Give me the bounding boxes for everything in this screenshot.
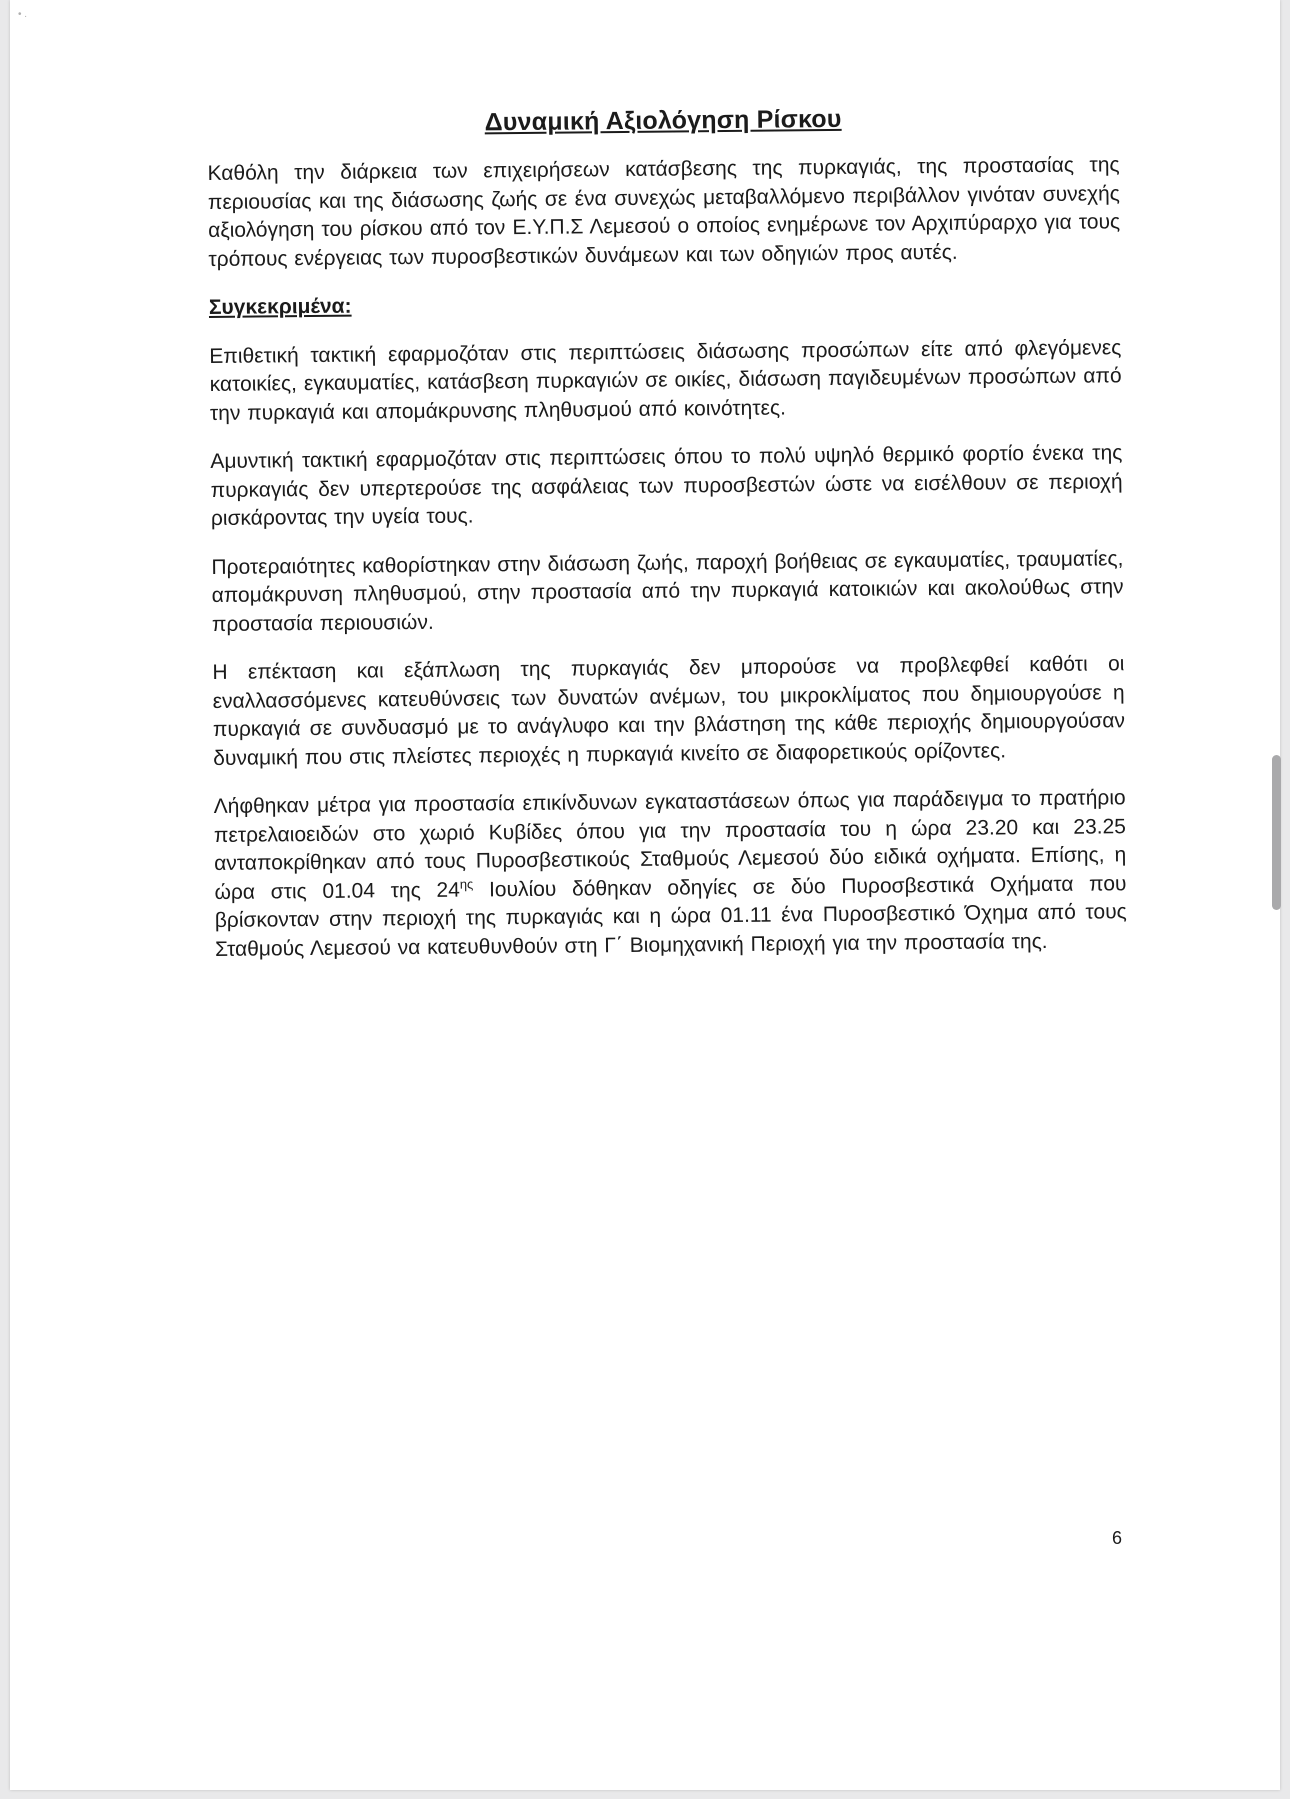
ordinal-superscript: ης xyxy=(459,875,474,892)
paragraph-priorities: Προτεραιότητες καθορίστηκαν στην διάσωση ζωής, παροχή βοήθειας σε εγκαυματίες, τραυματίες, απομάκρυνση πληθυσμού, στην προστασία από την πυρκαγιά κατοικιών και ακολούθως στην προστασία περιουσιών. xyxy=(211,546,1124,636)
page-title: Δυναμική Αξιολόγηση Ρίσκου xyxy=(484,104,842,137)
paragraph-protection-measures xyxy=(214,784,1128,964)
paragraph-text-part: Ιουλίου δόθηκαν οδηγίες σε δύο Πυροσβεστικά Οχήματα που βρίσκονταν στην περιοχή της πυρκαγιάς και η ώρα 01.11 ένα Πυροσβεστικό Όχημα από τους Σταθμούς Λεμεσού να κατευθυνθούν στη Γ΄ Βιομηχανική Περιοχή για την προστασία της. xyxy=(214,871,1127,961)
paragraph-defensive-tactic: Αμυντική τακτική εφαρμοζόταν στις περιπτώσεις όπου το πολύ υψηλό θερμικό φορτίο ένεκα της πυρκαγιάς δεν υπερτερούσε της ασφάλειας των πυροσβεστών ώστε να εισέλθουν σε περιοχή ρισκάροντας την υγεία τους. xyxy=(210,441,1123,530)
scan-speck: • . xyxy=(18,9,28,20)
subheading: Συγκεκριμένα: xyxy=(208,294,352,319)
document-page xyxy=(10,0,1280,1790)
paragraph-fire-spread: Η επέκταση και εξάπλωση της πυρκαγιάς δεν μπορούσε να προβλεφθεί καθότι οι εναλλασσόμενες κατευθύνσεις των δυνατών ανέμων, του μικροκλίματος που δημιουργούσε η πυρκαγιά σε συνδυασμό με το ανάγλυφο και την βλάστηση της κάθε περιοχής δημιουργούσαν δυναμική που στις πλείστες περιοχές η πυρκαγιά κινείτο σε διαφορετικούς ορίζοντες. xyxy=(212,652,1126,770)
paragraph-text-part: Λήφθηκαν μέτρα για προστασία επικίνδυνων εγκαταστάσεων όπως για παράδειγμα το πρατήριο πετρελαιοειδών στο χωριό Κυβίδες όπου για την προστασία του η ώρα 23.20 και 23.25 ανταποκρίθηκαν από τους Πυροσβεστικούς Σταθμούς Λεμεσού δύο ειδικά οχήματα. Επίσης, η ώρα στις 01.04 της 24 xyxy=(213,786,1127,904)
page-number: 6 xyxy=(1112,1528,1123,1548)
paragraph-offensive-tactic: Επιθετική τακτική εφαρμοζόταν στις περιπτώσεις διάσωσης προσώπων είτε από φλεγόμενες κατοικίες, εγκαυματίες, κατάσβεση πυρκαγιών σε οικίες, διάσωση παγιδευμένων προσώπων από την πυρκαγιά και απομάκρυνσης πληθυσμού από κοινότητες. xyxy=(209,335,1122,425)
intro-paragraph: Καθόλη την διάρκεια των επιχειρήσεων κατάσβεσης της πυρκαγιάς, της προστασίας της περιουσίας και της διάσωσης ζωής σε ένα συνεχώς μεταβαλλόμενο περιβάλλον γινόταν συνεχής αξιολόγηση του ρίσκου από τον Ε.Υ.Π.Σ Λεμεσού ο οποίος ενημέρωνε τον Αρχιπύραρχο για τους τρόπους ενέργειας των πυροσβεστικών δυνάμεων και των οδηγιών προς αυτές. xyxy=(207,153,1121,271)
vertical-scrollbar[interactable] xyxy=(1272,755,1281,910)
document-body xyxy=(207,101,1127,984)
